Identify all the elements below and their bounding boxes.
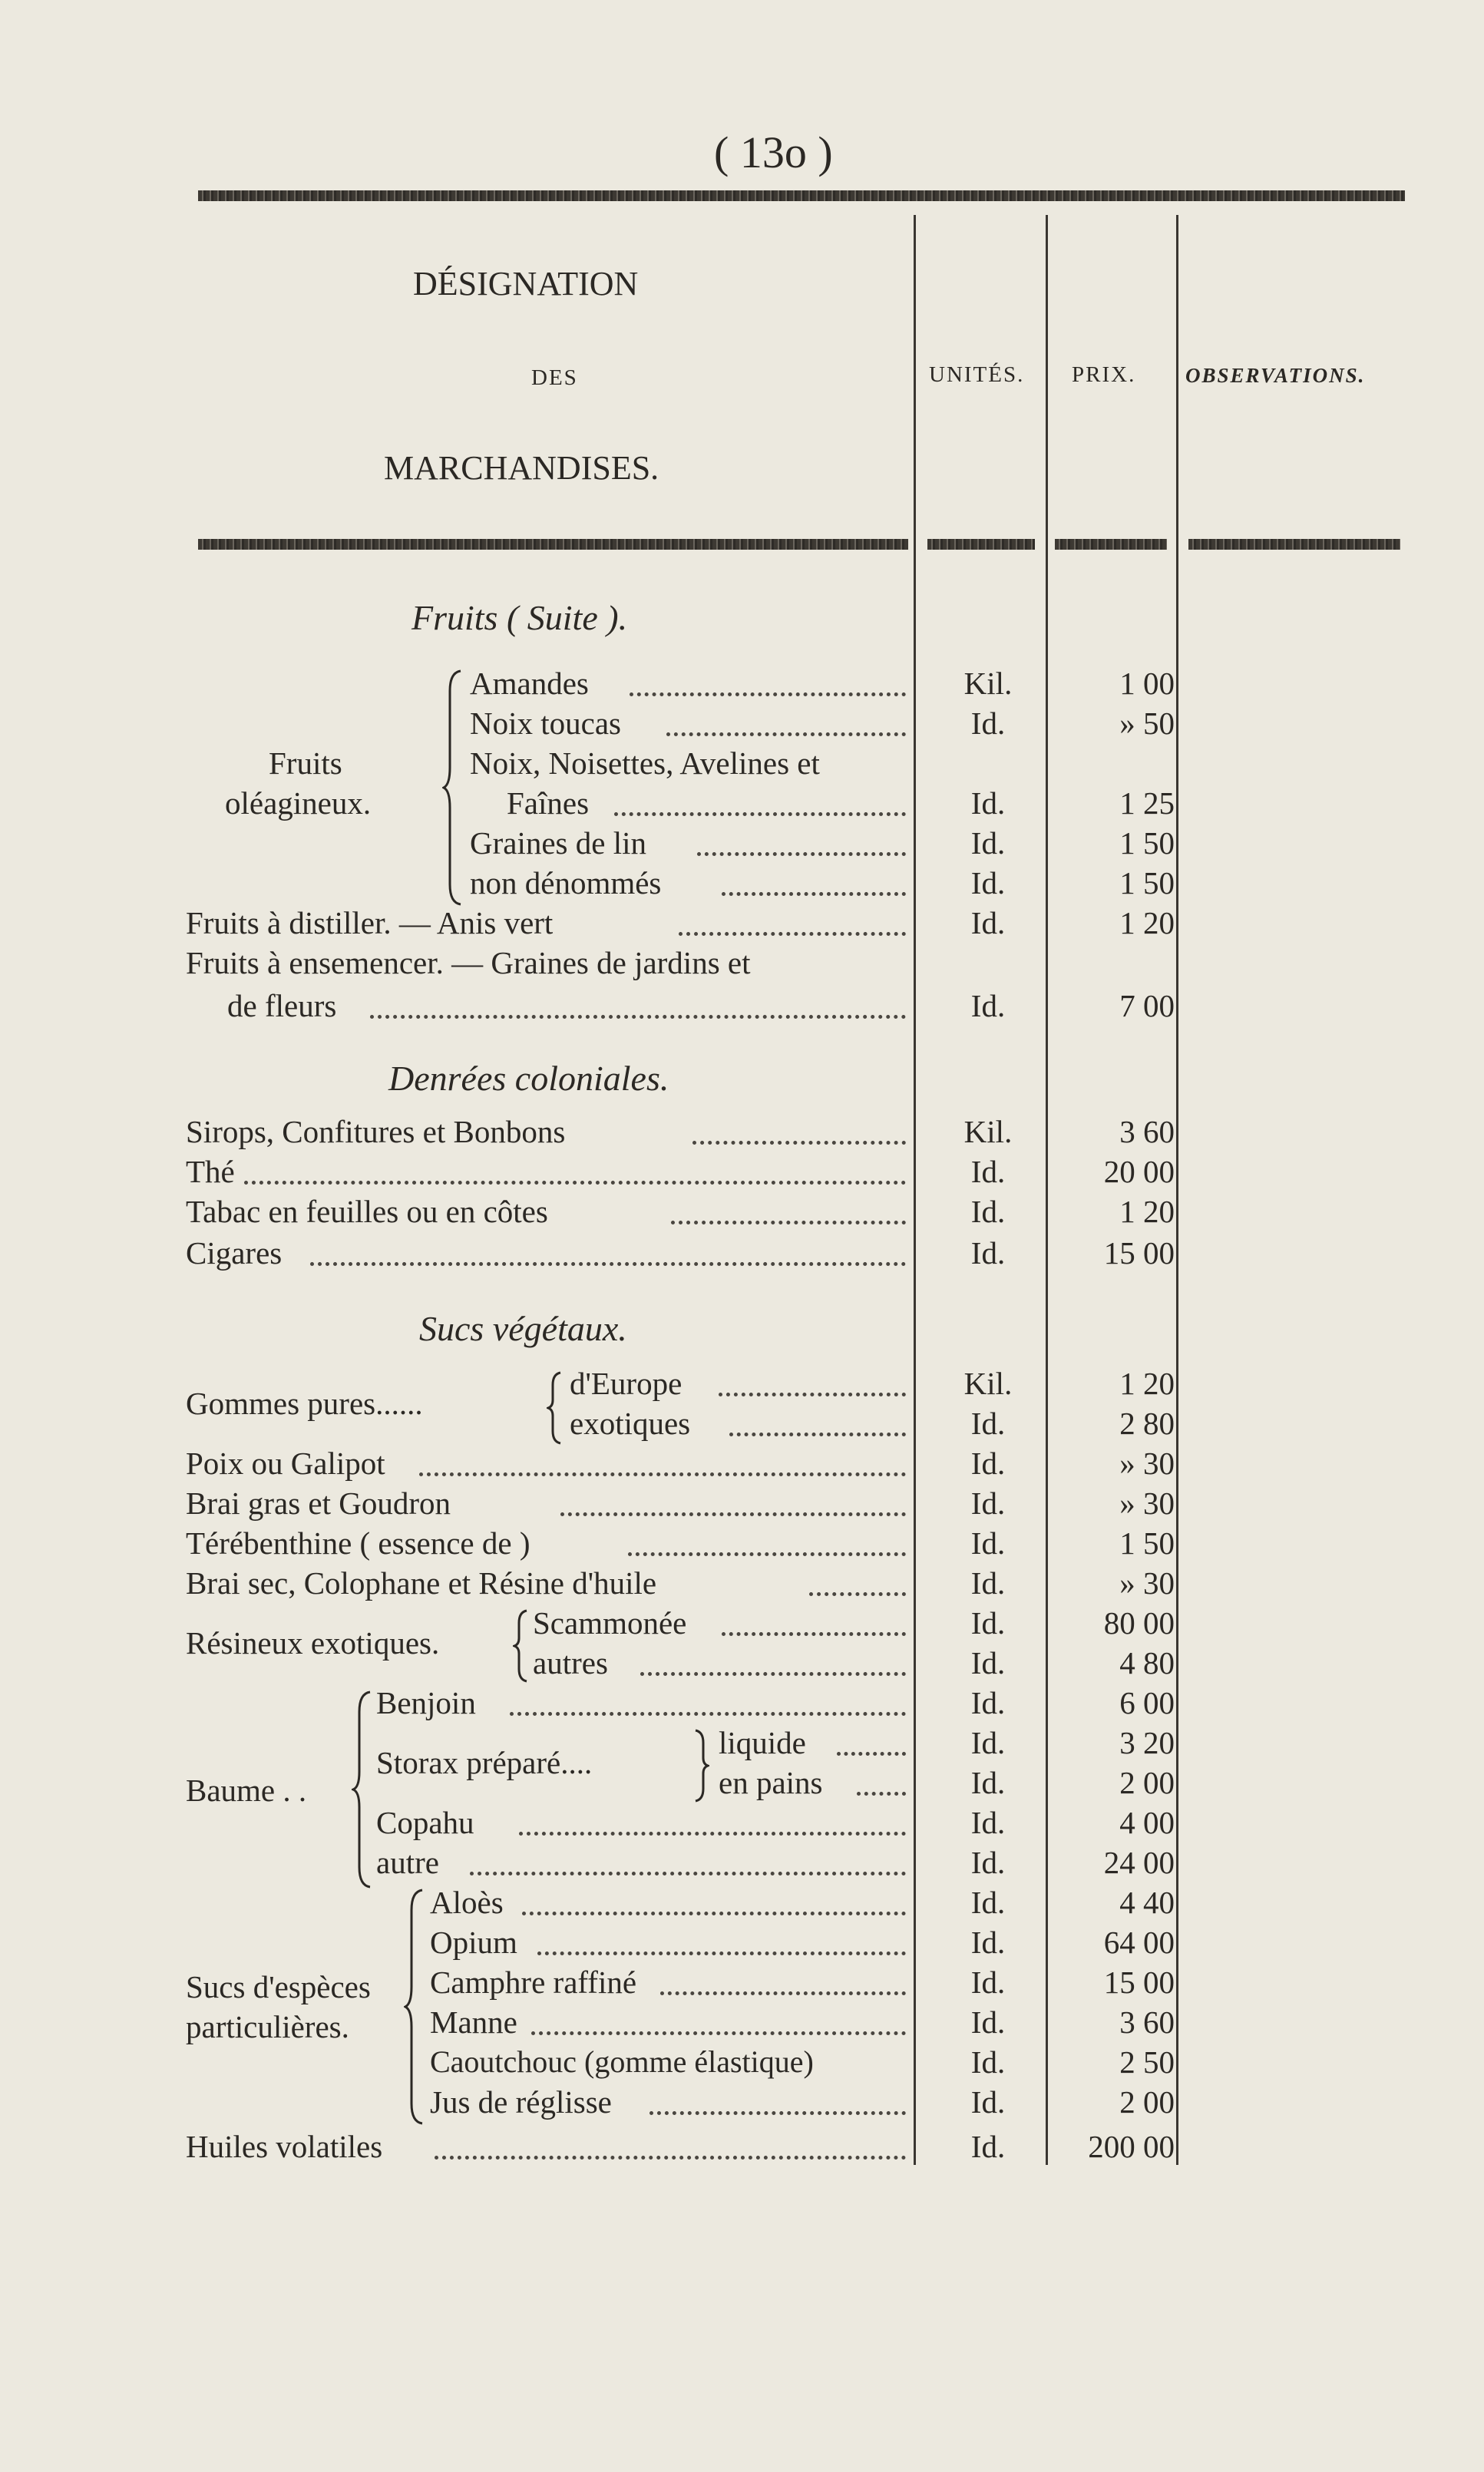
price-autres: 4 80	[1119, 1645, 1175, 1680]
price-europe: 1 20	[1119, 1366, 1175, 1401]
price-poix: » 30	[1119, 1446, 1175, 1481]
header-rule-designation	[198, 539, 908, 550]
header-observations: OBSERVATIONS.	[1185, 364, 1366, 387]
price-caoutchouc: 2 50	[1119, 2044, 1175, 2080]
row-cigares-leader	[310, 1262, 906, 1266]
row-faines-label: Faînes	[507, 785, 590, 821]
row-fruits-distiller-label: Fruits à distiller. — Anis vert	[186, 905, 554, 940]
top-rule	[198, 190, 1405, 201]
brace-resineux	[513, 1608, 531, 1684]
row-the-leader	[244, 1181, 906, 1185]
row-tabac-label: Tabac en feuilles ou en côtes	[186, 1194, 548, 1229]
row-graines-lin-label: Graines de lin	[470, 825, 646, 861]
row-manne-label: Manne	[430, 2004, 517, 2040]
header-designation: DÉSIGNATION	[413, 265, 639, 302]
unit-camphre: Id.	[970, 1965, 1006, 2000]
unit-fruits-distiller: Id.	[970, 905, 1006, 940]
price-exotiques: 2 80	[1119, 1406, 1175, 1441]
unit-europe: Kil.	[963, 1366, 1013, 1401]
row-non-denommes-label: non dénommés	[470, 865, 662, 901]
price-brai-gras: » 30	[1119, 1486, 1175, 1521]
unit-benjoin: Id.	[970, 1685, 1006, 1720]
row-brai-sec-leader	[809, 1592, 906, 1596]
row-caoutchouc-label: Caoutchouc (gomme élastique)	[430, 2044, 814, 2079]
unit-faines: Id.	[970, 785, 1006, 821]
row-fruits-ensemencer-label: Fruits à ensemencer. — Graines de jardins et	[186, 945, 751, 980]
unit-manne: Id.	[970, 2004, 1006, 2040]
row-opium-leader	[537, 1951, 906, 1955]
row-huiles-volatiles-leader	[435, 2156, 906, 2160]
row-benjoin-leader	[510, 1712, 906, 1716]
group-label-gommes-pures: Gommes pures......	[186, 1386, 423, 1421]
row-cigares-label: Cigares	[186, 1235, 283, 1271]
column-divider-observations	[1176, 215, 1178, 2165]
row-camphre-label: Camphre raffiné	[430, 1965, 637, 2000]
row-scammonee-leader	[722, 1632, 906, 1636]
unit-aloes: Id.	[970, 1885, 1006, 1920]
group-label-baume: Baume . .	[186, 1773, 307, 1808]
price-manne: 3 60	[1119, 2004, 1175, 2040]
unit-brai-sec: Id.	[970, 1565, 1006, 1601]
price-benjoin: 6 00	[1119, 1685, 1175, 1720]
unit-non-denommes: Id.	[970, 865, 1006, 901]
row-jus-reglisse-leader	[649, 2111, 906, 2115]
group-label-particulieres: particulières.	[186, 2009, 349, 2044]
brace-storax	[691, 1727, 709, 1804]
unit-noix-toucas: Id.	[970, 706, 1006, 741]
brace-sucs-especes	[404, 1887, 427, 2127]
row-de-fleurs-label: de fleurs	[227, 988, 337, 1023]
row-liquide-leader	[837, 1752, 906, 1756]
unit-en-pains: Id.	[970, 1765, 1006, 1800]
group-label-oleagineux: oléagineux.	[225, 785, 372, 821]
row-exotiques-label: exotiques	[570, 1406, 691, 1441]
row-benjoin-label: Benjoin	[376, 1685, 476, 1720]
price-sirops: 3 60	[1119, 1114, 1175, 1149]
row-copahu-leader	[519, 1832, 906, 1836]
price-tabac: 1 20	[1119, 1194, 1175, 1229]
unit-terebenthine: Id.	[970, 1525, 1006, 1561]
unit-the: Id.	[970, 1154, 1006, 1189]
price-aloes: 4 40	[1119, 1885, 1175, 1920]
row-brai-sec-label: Brai sec, Colophane et Résine d'huile	[186, 1565, 657, 1601]
row-aloes-leader	[522, 1912, 906, 1915]
row-graines-lin-leader	[697, 852, 906, 856]
price-scammonee: 80 00	[1103, 1605, 1175, 1641]
row-tabac-leader	[671, 1221, 906, 1224]
price-noix-toucas: » 50	[1119, 706, 1175, 741]
price-cigares: 15 00	[1103, 1235, 1175, 1271]
price-en-pains: 2 00	[1119, 1765, 1175, 1800]
row-fruits-distiller-leader	[679, 932, 906, 936]
unit-autre: Id.	[970, 1845, 1006, 1880]
row-faines-leader	[614, 812, 906, 816]
unit-caoutchouc: Id.	[970, 2044, 1006, 2080]
unit-graines-lin: Id.	[970, 825, 1006, 861]
price-terebenthine: 1 50	[1119, 1525, 1175, 1561]
price-non-denommes: 1 50	[1119, 865, 1175, 901]
group-label-storax: Storax préparé....	[376, 1745, 593, 1780]
section-denrees-coloniales: Denrées coloniales.	[388, 1059, 669, 1098]
unit-scammonee: Id.	[970, 1605, 1006, 1641]
row-poix-leader	[419, 1472, 906, 1476]
price-brai-sec: » 30	[1119, 1565, 1175, 1601]
header-prix: PRIX.	[1072, 362, 1136, 387]
header-des: DES	[531, 365, 578, 390]
row-exotiques-leader	[729, 1433, 906, 1436]
price-de-fleurs: 7 00	[1119, 988, 1175, 1023]
row-terebenthine-leader	[628, 1552, 906, 1556]
section-fruits-suite: Fruits ( Suite ).	[411, 598, 628, 637]
row-poix-label: Poix ou Galipot	[186, 1446, 385, 1481]
price-amandes: 1 00	[1119, 666, 1175, 701]
row-europe-leader	[719, 1393, 906, 1396]
row-opium-label: Opium	[430, 1925, 517, 1960]
header-unites: UNITÉS.	[929, 362, 1025, 387]
price-huiles-volatiles: 200 00	[1088, 2129, 1175, 2164]
row-autres-label: autres	[533, 1645, 608, 1680]
unit-autres: Id.	[970, 1645, 1006, 1680]
price-jus-reglisse: 2 00	[1119, 2084, 1175, 2120]
row-en-pains-leader	[857, 1792, 906, 1796]
column-divider-units	[914, 215, 916, 2165]
unit-brai-gras: Id.	[970, 1486, 1006, 1521]
price-autre: 24 00	[1103, 1845, 1175, 1880]
brace-baume	[352, 1689, 375, 1890]
row-aloes-label: Aloès	[430, 1885, 504, 1920]
price-graines-lin: 1 50	[1119, 825, 1175, 861]
row-sirops-label: Sirops, Confitures et Bonbons	[186, 1114, 566, 1149]
row-amandes-label: Amandes	[470, 666, 589, 701]
row-autre-leader	[470, 1872, 906, 1875]
row-liquide-label: liquide	[719, 1725, 806, 1760]
group-label-sucs-especes: Sucs d'espèces	[186, 1969, 371, 2004]
unit-tabac: Id.	[970, 1194, 1006, 1229]
unit-liquide: Id.	[970, 1725, 1006, 1760]
row-noix-toucas-leader	[666, 732, 906, 736]
brace-gommes	[547, 1370, 565, 1446]
row-jus-reglisse-label: Jus de réglisse	[430, 2084, 612, 2120]
row-the-label: Thé	[186, 1154, 235, 1189]
unit-amandes: Kil.	[963, 666, 1013, 701]
row-sirops-leader	[692, 1141, 906, 1145]
price-faines: 1 25	[1119, 785, 1175, 821]
row-camphre-leader	[660, 1991, 906, 1995]
price-liquide: 3 20	[1119, 1725, 1175, 1760]
row-noix-noisettes-label: Noix, Noisettes, Avelines et	[470, 745, 820, 781]
price-the: 20 00	[1103, 1154, 1175, 1189]
brace-oleagineux	[442, 668, 465, 907]
price-fruits-distiller: 1 20	[1119, 905, 1175, 940]
row-amandes-leader	[630, 692, 906, 696]
unit-opium: Id.	[970, 1925, 1006, 1960]
row-autre-label: autre	[376, 1845, 439, 1880]
unit-sirops: Kil.	[963, 1114, 1013, 1149]
unit-cigares: Id.	[970, 1235, 1006, 1271]
row-copahu-label: Copahu	[376, 1805, 474, 1840]
row-autres-leader	[640, 1672, 906, 1676]
row-noix-toucas-label: Noix toucas	[470, 706, 621, 741]
unit-huiles-volatiles: Id.	[970, 2129, 1006, 2164]
price-opium: 64 00	[1103, 1925, 1175, 1960]
price-camphre: 15 00	[1103, 1965, 1175, 2000]
row-europe-label: d'Europe	[570, 1366, 683, 1401]
row-brai-gras-label: Brai gras et Goudron	[186, 1486, 451, 1521]
row-en-pains-label: en pains	[719, 1765, 823, 1800]
section-sucs-vegetaux: Sucs végétaux.	[419, 1309, 627, 1348]
group-label-resineux: Résineux exotiques.	[186, 1625, 440, 1661]
row-brai-gras-leader	[560, 1512, 906, 1516]
row-terebenthine-label: Térébenthine ( essence de )	[186, 1525, 530, 1561]
page-number: ( 13o )	[714, 127, 833, 177]
row-de-fleurs-leader	[370, 1015, 906, 1019]
group-label-fruits: Fruits	[269, 745, 342, 781]
unit-copahu: Id.	[970, 1805, 1006, 1840]
row-manne-leader	[531, 2031, 906, 2035]
row-non-denommes-leader	[722, 892, 906, 896]
row-huiles-volatiles-label: Huiles volatiles	[186, 2129, 383, 2164]
unit-exotiques: Id.	[970, 1406, 1006, 1441]
header-rule-units	[927, 539, 1035, 550]
price-copahu: 4 00	[1119, 1805, 1175, 1840]
header-rule-price	[1055, 539, 1167, 550]
unit-jus-reglisse: Id.	[970, 2084, 1006, 2120]
header-marchandises: MARCHANDISES.	[384, 449, 659, 487]
header-rule-observations	[1188, 539, 1400, 550]
unit-poix: Id.	[970, 1446, 1006, 1481]
unit-de-fleurs: Id.	[970, 988, 1006, 1023]
row-scammonee-label: Scammonée	[533, 1605, 687, 1641]
